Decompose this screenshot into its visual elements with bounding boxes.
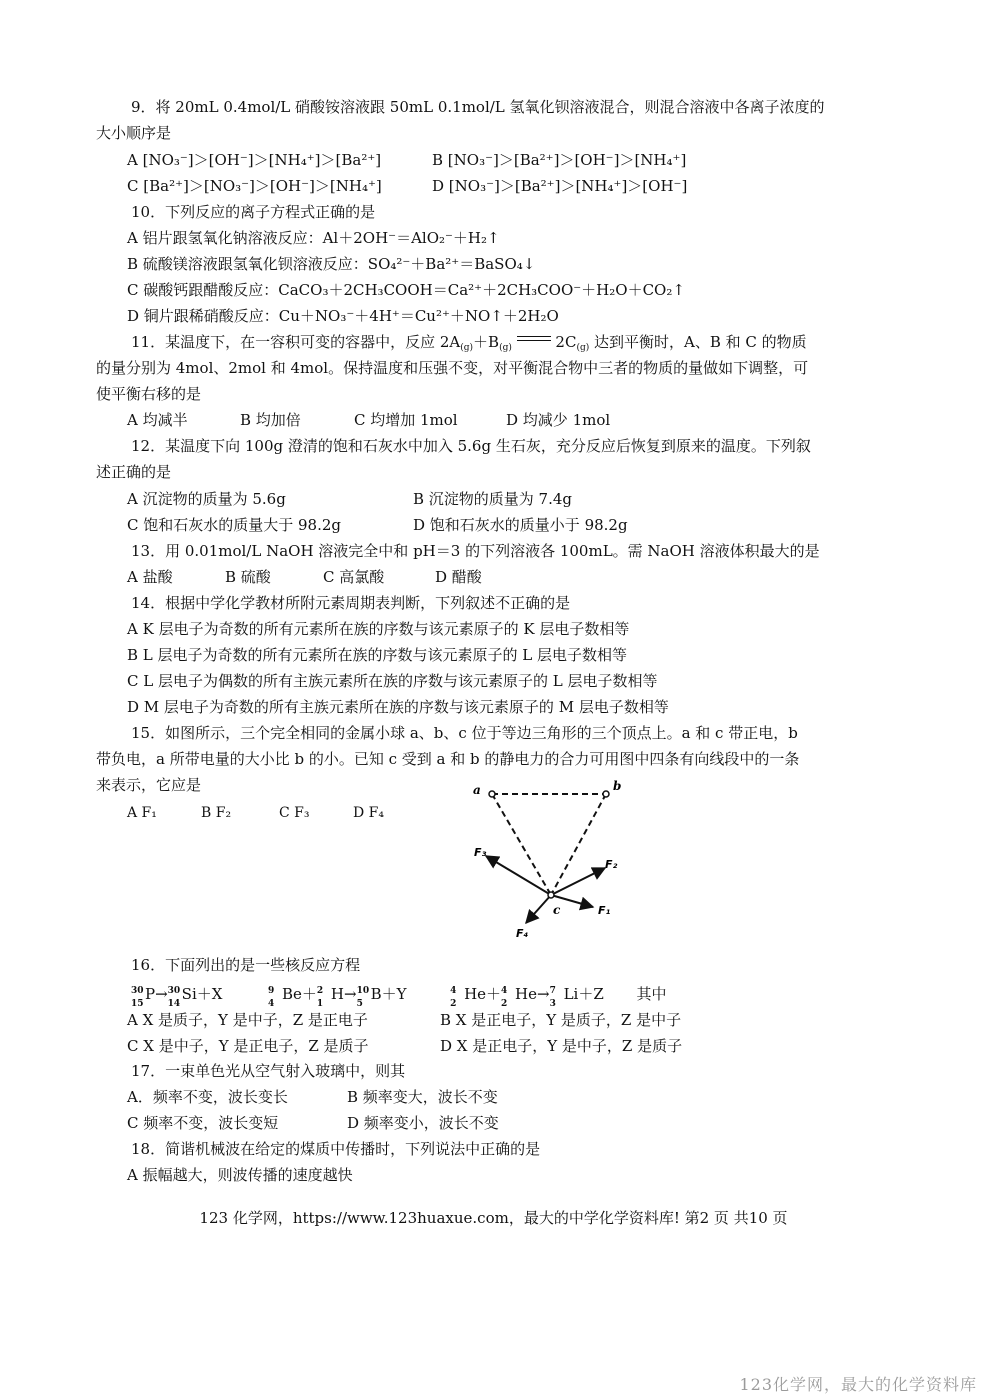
q16-stem: 16．下面列出的是一些核反应方程 xyxy=(131,956,361,974)
q11-product: 2C xyxy=(555,333,577,351)
eq1-symbol-si: Si＋X xyxy=(181,985,223,1003)
q13-option-b: B 硫酸 xyxy=(225,568,271,586)
eq3-symbol-li: Li＋Z xyxy=(563,985,604,1003)
q11-option-a: A 均减半 xyxy=(127,411,188,429)
eq1-symbol-p: P xyxy=(145,985,156,1003)
q11-stem-pre: 11．某温度下，在一容积可变的容器中，反应 2A xyxy=(131,333,461,351)
q17-stem: 17．一束单色光从空气射入玻璃中，则其 xyxy=(131,1062,406,1080)
q15-option-b: B F₂ xyxy=(201,805,232,821)
q13-option-a: A 盐酸 xyxy=(127,568,173,586)
label-b: b xyxy=(613,779,622,793)
page-footer: 123 化学网，https://www.123huaxue.com，最大的中学化学资料库! 第2 页 共10 页 xyxy=(199,1209,788,1227)
label-f3: F₃ xyxy=(474,846,487,859)
q12-option-d: D 饱和石灰水的质量小于 98.2g xyxy=(413,516,628,534)
q11-state-a: (g) xyxy=(460,343,474,353)
q15-option-d: D F₄ xyxy=(353,805,385,821)
force-arrow-f2 xyxy=(551,868,605,895)
eq1-arrow: → xyxy=(155,985,168,1003)
q15-options xyxy=(127,803,384,823)
q14-option-a: A K 层电子为奇数的所有元素所在族的序数与该元素原子的 K 层电子数相等 xyxy=(127,620,630,638)
q12-option-b: B 沉淀物的质量为 7.4g xyxy=(413,490,573,508)
eq3-symbol-he1: He＋ xyxy=(464,985,502,1003)
q10-option-b: B 硫酸镁溶液跟氢氧化钡溶液反应：SO₄²⁻＋Ba²⁺＝BaSO₄↓ xyxy=(127,255,536,273)
q12-stem-line1: 12．某温度下向 100g 澄清的饱和石灰水中加入 5.6g 生石灰，充分反应后恢复到原来的温度。下列叙 xyxy=(131,437,811,455)
q11-state-c: (g) xyxy=(576,343,590,353)
q11-stem-post: 达到平衡时，A、B 和 C 的物质 xyxy=(594,333,807,351)
q16-tail: 其中 xyxy=(636,985,667,1003)
q15-stem-line3: 来表示，它应是 xyxy=(96,776,202,794)
nuclide-li7: 7 3 xyxy=(549,986,556,1009)
q10-option-d: D 铜片跟稀硝酸反应：Cu＋NO₃⁻＋4H⁺＝Cu²⁺＋NO↑＋2H₂O xyxy=(127,307,559,325)
q12-option-a: A 沉淀物的质量为 5.6g xyxy=(127,490,286,508)
label-c: c xyxy=(553,903,561,917)
q11-stem-line1 xyxy=(131,332,807,358)
q14-option-b: B L 层电子为奇数的所有元素所在族的序数与该元素原子的 L 层电子数相等 xyxy=(127,646,628,664)
q16-option-c: C X 是中子，Y 是正电子，Z 是质子 xyxy=(127,1037,369,1055)
q11-option-c: C 均增加 1mol xyxy=(354,411,458,429)
q17-option-c: C 频率不变，波长变短 xyxy=(127,1114,279,1132)
q9-stem-line1: 9．将 20mL 0.4mol/L 硝酸铵溶液跟 50mL 0.1mol/L 氢氧化钡溶液混合，则混合溶液中各离子浓度的 xyxy=(131,98,825,116)
ball-c xyxy=(548,892,554,898)
eq2-symbol-b: B＋Y xyxy=(370,985,407,1003)
q17-option-d: D 频率变小，波长不变 xyxy=(347,1114,499,1132)
q12-option-c: C 饱和石灰水的质量大于 98.2g xyxy=(127,516,342,534)
q9-option-b: B [NO₃⁻]＞[Ba²⁺]＞[OH⁻]＞[NH₄⁺] xyxy=(432,151,687,169)
nuclide-be9: 9 4 xyxy=(268,986,275,1009)
q11-options xyxy=(127,410,610,430)
nuclide-b10: 10 5 xyxy=(356,986,370,1009)
q10-option-a: A 铝片跟氢氧化钠溶液反应：Al＋2OH⁻＝AlO₂⁻＋H₂↑ xyxy=(127,229,500,247)
q11-option-b: B 均加倍 xyxy=(240,411,301,429)
nuclide-p30: 30 15 xyxy=(131,986,144,1009)
q11-state-b: (g) xyxy=(499,343,512,353)
ball-b xyxy=(603,791,609,797)
q9-option-d: D [NO₃⁻]＞[Ba²⁺]＞[NH₄⁺]＞[OH⁻] xyxy=(432,177,688,195)
q15-option-a: A F₁ xyxy=(127,805,157,821)
q10-stem: 10．下列反应的离子方程式正确的是 xyxy=(131,203,376,221)
force-arrow-f4 xyxy=(526,895,551,923)
q11-stem-line2: 的量分别为 4mol、2mol 和 4mol。保持温度和压强不变，对平衡混合物中三者的物质的量做如下调整，可 xyxy=(96,359,809,377)
nuclide-si30: 30 14 xyxy=(167,986,181,1009)
q17-option-a: A．频率不变，波长变长 xyxy=(127,1088,288,1106)
label-f1: F₁ xyxy=(598,904,611,917)
nuclide-h2: 2 1 xyxy=(316,986,324,1009)
q13-options xyxy=(127,567,482,587)
q16-nuclear-equations xyxy=(131,984,667,1009)
q14-stem: 14．根据中学化学教材所附元素周期表判断，下列叙述不正确的是 xyxy=(131,594,571,612)
eq2-symbol-h: H→ xyxy=(330,985,357,1003)
eq3-symbol-he2: He→ xyxy=(515,985,550,1003)
ball-a xyxy=(489,791,495,797)
q17-option-b: B 频率变大，波长不变 xyxy=(347,1088,498,1106)
eq2-symbol-be: Be＋ xyxy=(282,985,317,1003)
q13-option-d: D 醋酸 xyxy=(435,568,482,586)
q13-option-c: C 高氯酸 xyxy=(323,568,385,586)
q11-plus-b: ＋B xyxy=(473,333,500,351)
q9-option-a: A [NO₃⁻]＞[OH⁻]＞[NH₄⁺]＞[Ba²⁺] xyxy=(127,151,382,169)
q16-option-d: D X 是正电子，Y 是中子，Z 是质子 xyxy=(440,1037,683,1055)
q9-stem-line2: 大小顺序是 xyxy=(96,124,172,142)
triangle-edge-bc xyxy=(551,794,606,895)
label-f2: F₂ xyxy=(605,858,618,871)
q16-option-b: B X 是正电子，Y 是质子，Z 是中子 xyxy=(440,1011,682,1029)
q11-stem-line3: 使平衡右移的是 xyxy=(96,385,202,403)
nuclide-he4-b: 4 2 xyxy=(501,986,508,1009)
label-f4: F₄ xyxy=(516,927,529,940)
q10-option-c: C 碳酸钙跟醋酸反应：CaCO₃＋2CH₃COOH＝Ca²⁺＋2CH₃COO⁻＋H₂O＋CO₂↑ xyxy=(127,281,685,299)
q11-option-d: D 均减少 1mol xyxy=(506,411,611,429)
q14-option-d: D M 层电子为奇数的所有主族元素所在族的序数与该元素原子的 M 层电子数相等 xyxy=(127,698,669,716)
q14-option-c: C L 层电子为偶数的所有主族元素所在族的序数与该元素原子的 L 层电子数相等 xyxy=(127,672,658,690)
q15-stem-line2: 带负电，a 所带电量的大小比 b 的小。已知 c 受到 a 和 b 的静电力的合力可用图中四条有向线段中的一条 xyxy=(96,750,800,768)
q12-stem-line2: 述正确的是 xyxy=(96,463,172,481)
q18-stem: 18．简谐机械波在给定的煤质中传播时，下列说法中正确的是 xyxy=(131,1140,541,1158)
q15-option-c: C F₃ xyxy=(279,805,310,821)
force-arrow-f3 xyxy=(486,856,551,895)
q15-charge-diagram xyxy=(462,776,632,941)
watermark: 123化学网，最大的化学资料库 xyxy=(739,1375,977,1394)
q16-option-a: A X 是质子，Y 是中子，Z 是正电子 xyxy=(127,1011,368,1029)
label-a: a xyxy=(473,783,481,797)
q13-stem: 13．用 0.01mol/L NaOH 溶液完全中和 pH＝3 的下列溶液各 100mL。需 NaOH 溶液体积最大的是 xyxy=(131,542,820,560)
triangle-edge-ac xyxy=(492,794,551,895)
equilibrium-arrow-icon xyxy=(517,334,551,344)
nuclide-he4-a: 4 2 xyxy=(450,986,457,1009)
q18-option-a: A 振幅越大，则波传播的速度越快 xyxy=(127,1166,353,1184)
q15-stem-line1: 15．如图所示，三个完全相同的金属小球 a、b、c 位于等边三角形的三个顶点上。a 和 c 带正电，b xyxy=(131,724,798,742)
q9-option-c: C [Ba²⁺]＞[NO₃⁻]＞[OH⁻]＞[NH₄⁺] xyxy=(127,177,382,195)
